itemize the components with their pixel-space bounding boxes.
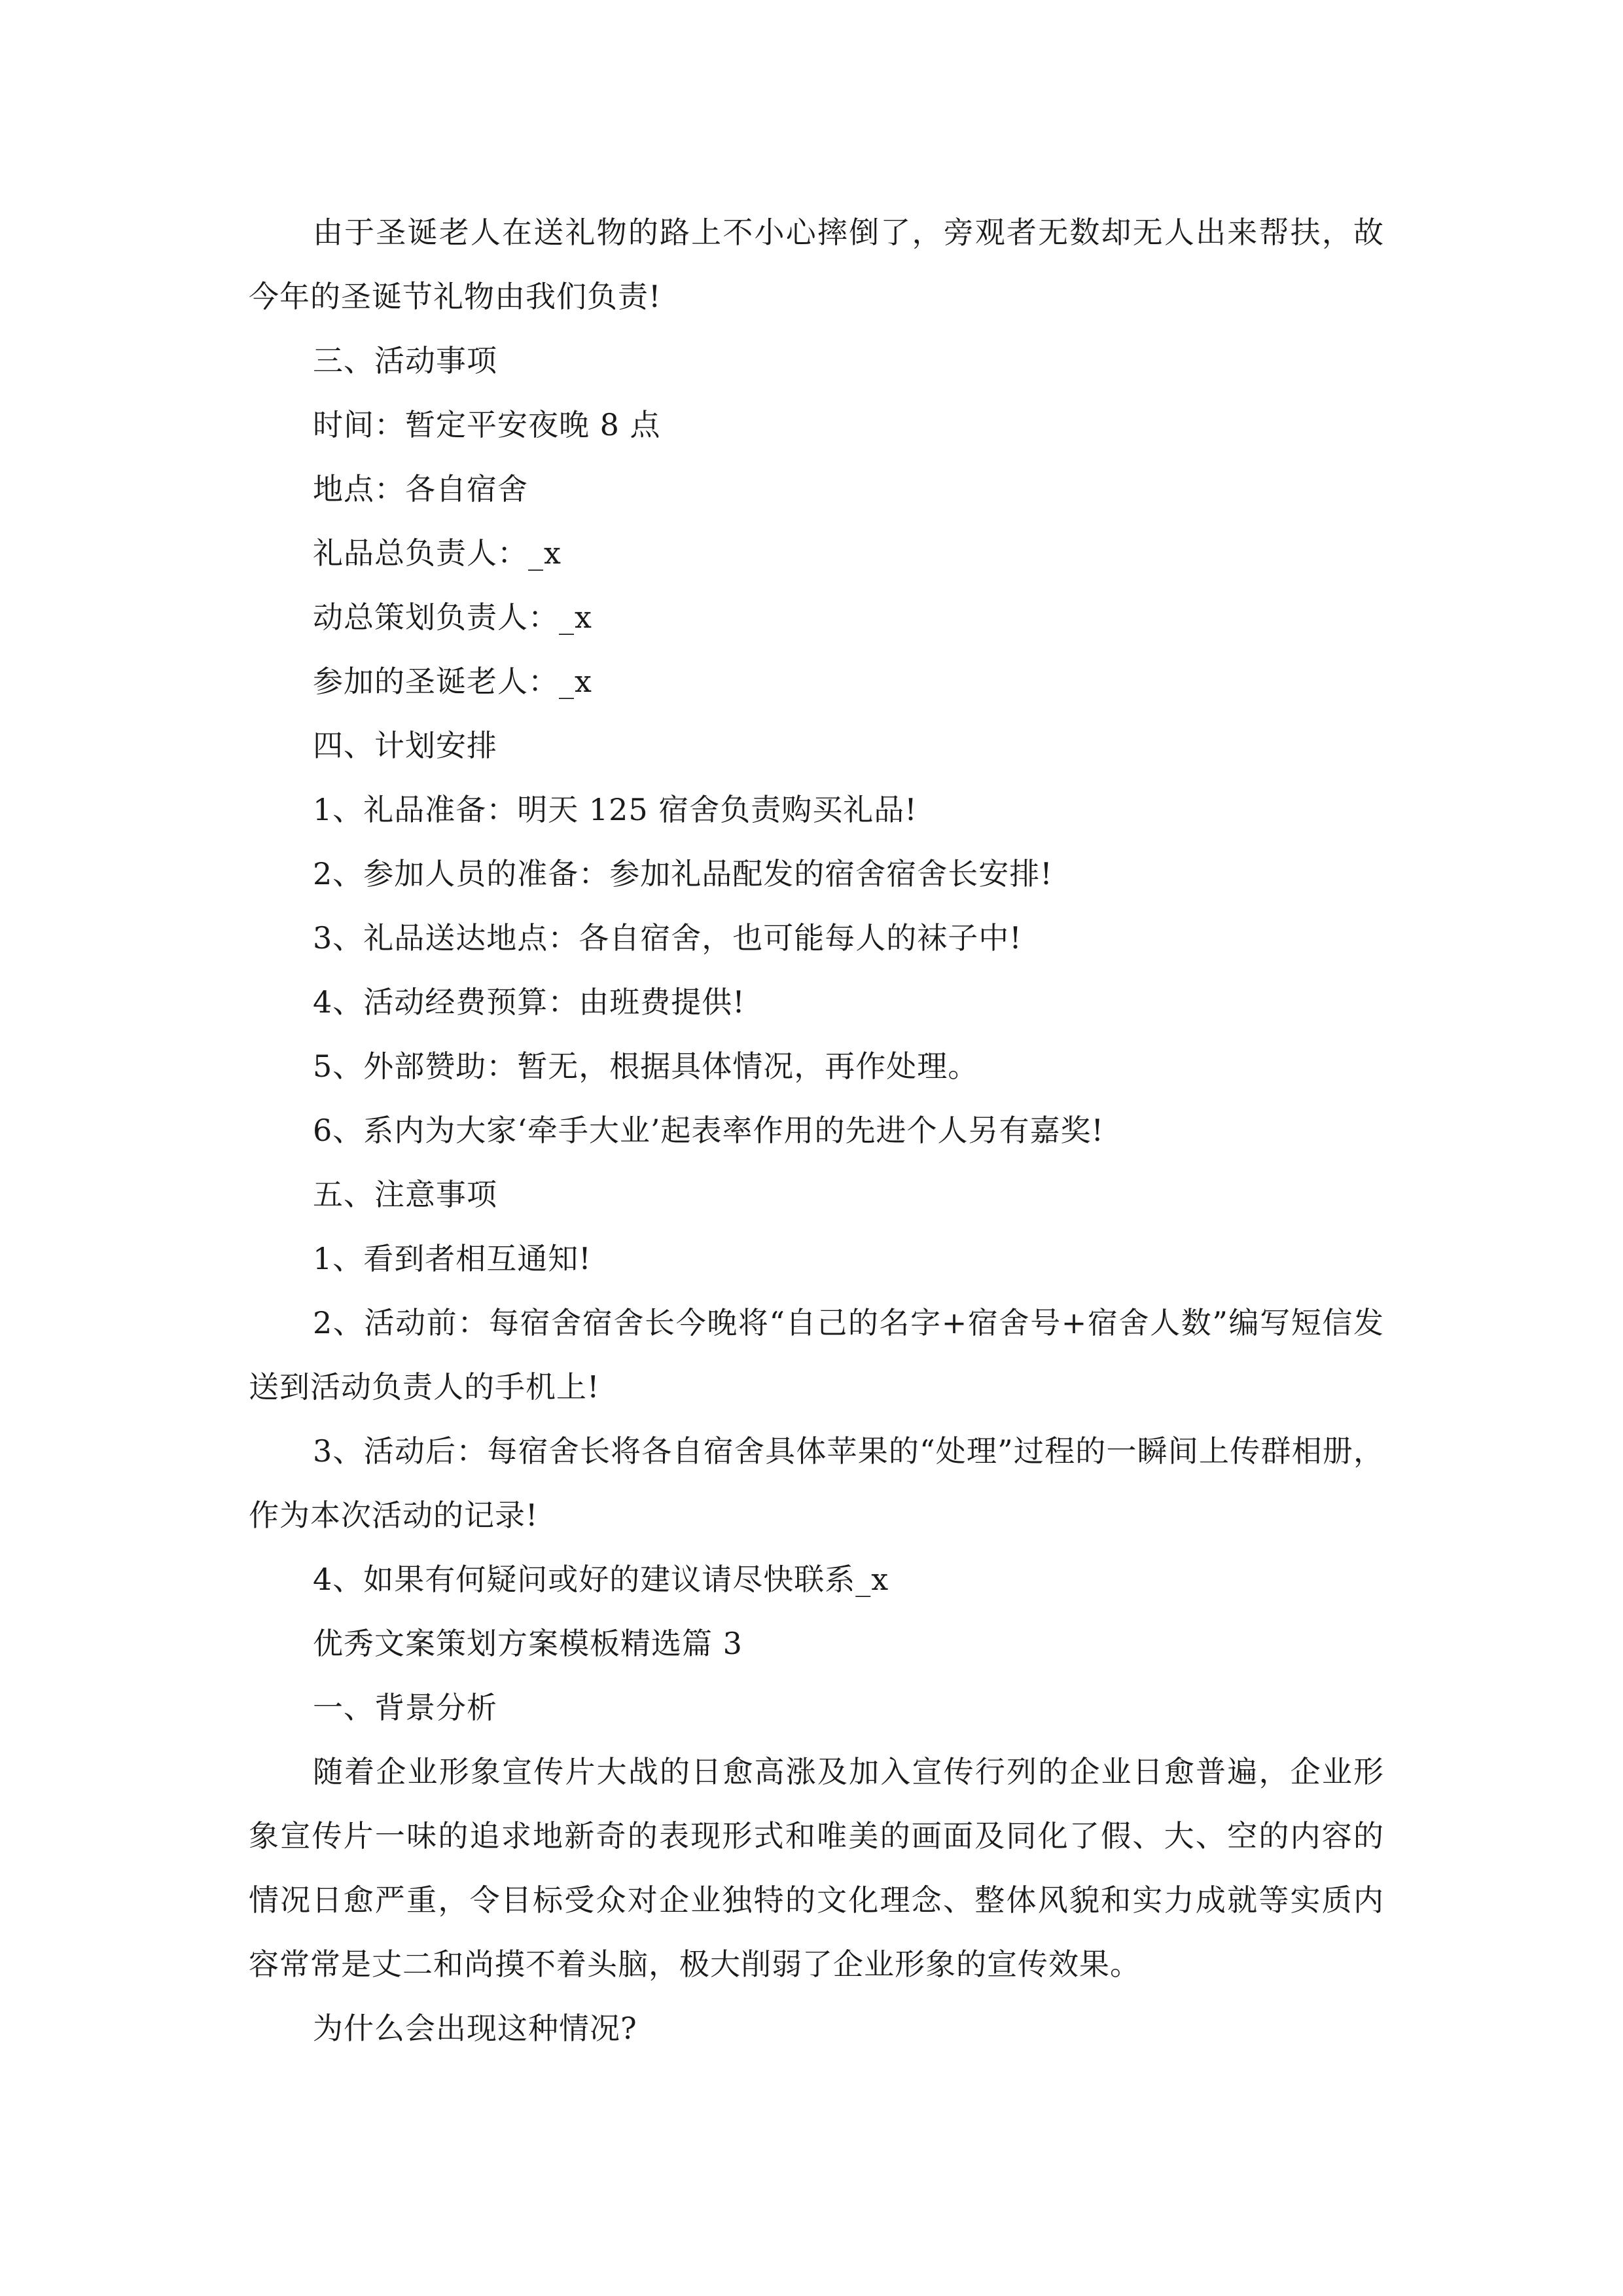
section-heading-notes: 五、注意事项: [313, 1177, 497, 1212]
note-item-1: 1、看到者相互通知!: [313, 1241, 592, 1276]
plan-item-1: 1、礼品准备：明天 125 宿舍负责购买礼品!: [313, 792, 918, 827]
activity-time: 时间：暂定平安夜晚 8 点: [313, 407, 661, 442]
gift-lead: 礼品总负责人：_x: [313, 535, 562, 571]
note-item-2: 2、活动前：每宿舍宿舍长今晚将“自己的名字+宿舍号+宿舍人数”编写短信发送到活动负责人的手机上!: [249, 1305, 1384, 1405]
participating-santa: 参加的圣诞老人：_x: [313, 664, 592, 699]
plan-item-5: 5、外部赞助：暂无，根据具体情况，再作处理。: [313, 1049, 979, 1084]
planning-lead: 动总策划负责人：_x: [313, 600, 592, 635]
section-heading-plan: 四、计划安排: [313, 728, 497, 763]
plan-item-4: 4、活动经费预算：由班费提供!: [313, 984, 745, 1020]
activity-place: 地点：各自宿舍: [313, 471, 528, 507]
note-item-4: 4、如果有何疑问或好的建议请尽快联系_x: [313, 1562, 889, 1597]
question-line: 为什么会出现这种情况?: [313, 2011, 637, 2046]
article-title-3: 优秀文案策划方案模板精选篇 3: [313, 1626, 743, 1661]
plan-item-3: 3、礼品送达地点：各自宿舍，也可能每人的袜子中!: [313, 920, 1022, 956]
note-item-3: 3、活动后：每宿舍长将各自宿舍具体苹果的“处理”过程的一瞬间上传群相册，作为本次活动的记录!: [249, 1433, 1384, 1533]
intro-paragraph: 由于圣诞老人在送礼物的路上不小心摔倒了，旁观者无数却无人出来帮扶，故今年的圣诞节礼物由我们负责!: [249, 215, 1384, 314]
plan-item-2: 2、参加人员的准备：参加礼品配发的宿舍宿舍长安排!: [313, 856, 1053, 891]
section-heading-background: 一、背景分析: [313, 1690, 497, 1725]
plan-item-6: 6、系内为大家‘牵手大业’起表率作用的先进个人另有嘉奖!: [313, 1113, 1104, 1148]
background-paragraph: 随着企业形象宣传片大战的日愈高涨及加入宣传行列的企业日愈普遍，企业形象宣传片一味的追求地新奇的表现形式和唯美的画面及同化了假、大、空的内容的情况日愈严重，令目标受众对企业独特的文化理念、整体风貌和实力成就等实质内容常常是丈二和尚摸不着头脑，极大削弱了企业形象的宣传效果。: [249, 1754, 1384, 1982]
section-heading-activity-items: 三、活动事项: [313, 343, 497, 378]
